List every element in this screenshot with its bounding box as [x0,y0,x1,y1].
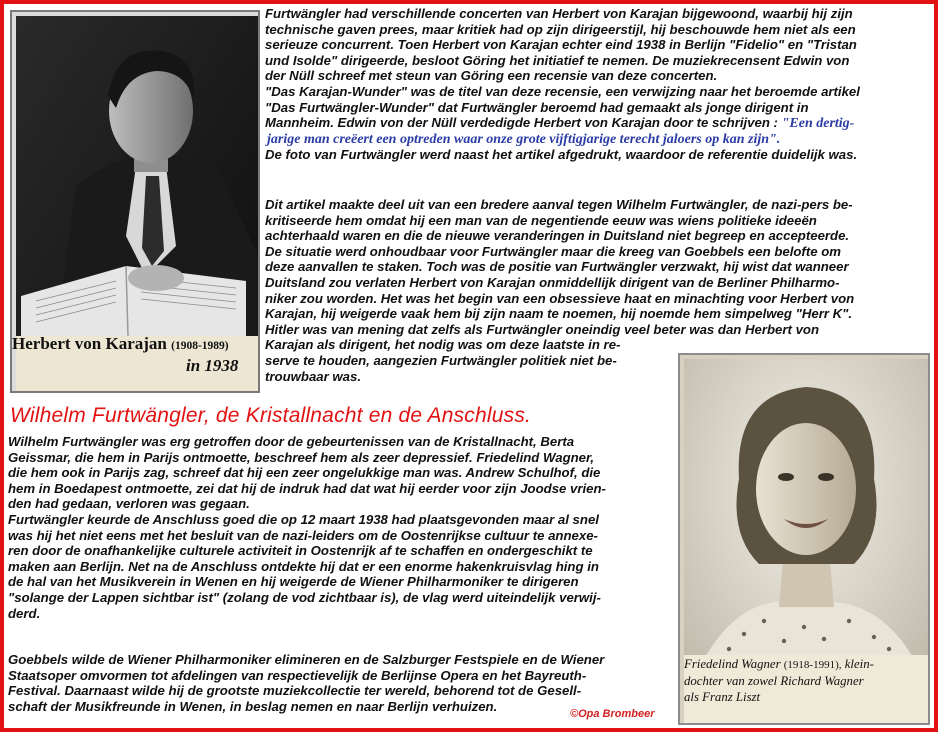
copyright-note: ©Opa Brombeer [570,708,655,720]
text-line: technische gaven prees, maar kritiek had op zijn dirigeerstijl, hij beschouwde hem niet als een [265,21,856,37]
text-line: serve te houden, aangezien Furtwängler politiek niet be- [265,352,617,368]
text-line: trouwbaar was. [265,368,362,384]
text-line: deze aanvallen te staken. Toch was de positie van Furtwängler verzwakt, hij wist dat wanneer [265,259,849,275]
text-line: maken aan Berlijn. Net na de Anschluss ontdekte hij dat er een enorme hakenkruisvlag hing in [8,558,599,574]
text-line: kritiseerde hem omdat hij een man van de negentiende eeuw was wiens politieke ideeën [265,212,817,228]
text-line: Furtwängler had verschillende concerten van Herbert von Karajan bijgewoond, waarbij hij zijn [265,6,853,21]
caption-text: klein- [844,657,874,671]
text-line: Dit artikel maakte deel uit van een bredere aanval tegen Wilhelm Furtwängler, de nazi-pers be- [265,197,853,212]
text-segment: Mannheim. Edwin von der Nüll verdedigde Herbert von Karajan door te schrijven : [265,115,778,131]
text-line: Furtwängler keurde de Anschluss goed die op 12 maart 1938 had plaatsgevonden maar al snel [8,511,599,527]
section-heading: Wilhelm Furtwängler, de Kristallnacht en de Anschluss. [10,404,532,427]
text-line: und Isolde" dirigeerde, besloot Göring het initiatief te nemen. De muziekrecensent Edwin von [265,52,850,68]
karajan-caption-dates: (1908-1989) [171,340,229,352]
text-line: hem in Boedapest ontmoette, zei dat hij de indruk had dat wat hij eerder voor zijn Joodse vrien- [8,480,606,496]
paragraph-karajan-wunder [265,6,933,163]
text-line: "Das Furtwängler-Wunder" dat Furtwängler beroemd had gemaakt als jonge dirigent in [265,99,809,115]
caption-line: als Franz Liszt [684,690,761,704]
text-line [265,115,933,132]
quote-text: "Een dertig- [781,116,855,132]
text-line: was hij het niet eens met het besluit van de nazi-leiders om de Oostenrijkse cultuur te annexe- [8,527,598,543]
text-line: der Nüll schreef met steun van Göring een recensie van deze concerten. [265,68,718,84]
text-line: Hitler was van mening dat zelfs als Furtwängler oneindig veel beter was dan Herbert von [265,321,820,337]
friedelind-caption-name: Friedelind Wagner [684,657,781,671]
karajan-caption-year: in 1938 [186,356,239,375]
friedelind-caption [684,656,924,705]
text-line: Festival. Daarnaast wilde hij de grootste muziekcollectie ter wereld, behorend tot de Gesell- [8,683,582,699]
text-line: de hal van het Musikverein in Wenen en hij weigerde de Wiener Philharmoniker te dirigeren [8,574,579,590]
text-line: De foto van Furtwängler werd naast het artikel afgedrukt, waardoor de referentie duidelijk was. [265,147,858,163]
text-line: achterhaald waren en die de nieuwe veranderingen in Duitsland niet begreep en accepteerde. [265,228,850,244]
paragraph-kristallnacht-anschluss [8,434,676,621]
quote-text-line: jarige man creëert een optreden waar onze grote vijftigjarige terecht jaloers op kan zijn". [267,131,781,147]
text-line: "solange der Lappen sichtbar ist" (zolang de vod zichtbaar is), de vlag werd uiteindelijk verwij- [8,589,601,605]
karajan-caption-name: Herbert von Karajan (1908-1989) [12,334,229,353]
text-line: "Das Karajan-Wunder" was de titel van deze recensie, een verwijzing naar het beroemde artikel [265,83,860,99]
text-line: Geissmar, die hem in Parijs ontmoette, beschreef hem als zeer depressief. Friedelind Wagner, [8,449,595,465]
text-line: Karajan als dirigent, het nodig was om deze laatste in re- [265,337,621,353]
text-line: Staatsoper omvormen tot afdelingen van respectievelijk de Berlijnse Opera en het Bayreuth- [8,667,587,683]
text-line: derd. [8,605,41,621]
text-line: niker zou worden. Het was het begin van een obsessieve haat en minachting voor Herbert von [265,290,855,306]
text-line: ren door de onafhankelijke culturele activiteit in Oostenrijk af te schaffen en ondergeschikt te [8,543,593,559]
friedelind-caption-dates: (1918-1991), [783,659,842,671]
text-line: Karajan, hij weigerde vaak hem bij zijn naam te noemen, hij noemde hem simpelweg "Herr K". [265,306,853,322]
text-line: die hem ook in Parijs zag, schreef dat hij een zeer ongelukkige man was. Andrew Schulhof, die [8,465,601,481]
text-line: Goebbels wilde de Wiener Philharmoniker elimineren en de Salzburger Festspiele en de Wiener [8,652,605,667]
text-line: Wilhelm Furtwängler was erg getroffen door de gebeurtenissen van de Kristallnacht, Berta [8,434,575,449]
text-line: schaft der Musikfreunde in Wenen, in beslag nemen en naar Berlijn verhuizen. [8,698,498,714]
paragraph-goebbels [8,652,676,714]
text-line: den had gedaan, verloren was gegaan. [8,496,250,512]
text-line: De situatie werd onhoudbaar voor Furtwängler maar die kreeg van Goebbels een belofte om [265,243,841,259]
text-line: serieuze concurrent. Toen Herbert von Karajan echter eind 1938 in Berlijn "Fidelio" en "Tristan [265,37,857,53]
caption-line: dochter van zowel Richard Wagner [684,674,864,688]
caption-line [684,656,924,673]
text-line: Duitsland zou verlaten Herbert von Karajan onmiddellijk dirigent van de Berliner Philharmo- [265,274,840,290]
